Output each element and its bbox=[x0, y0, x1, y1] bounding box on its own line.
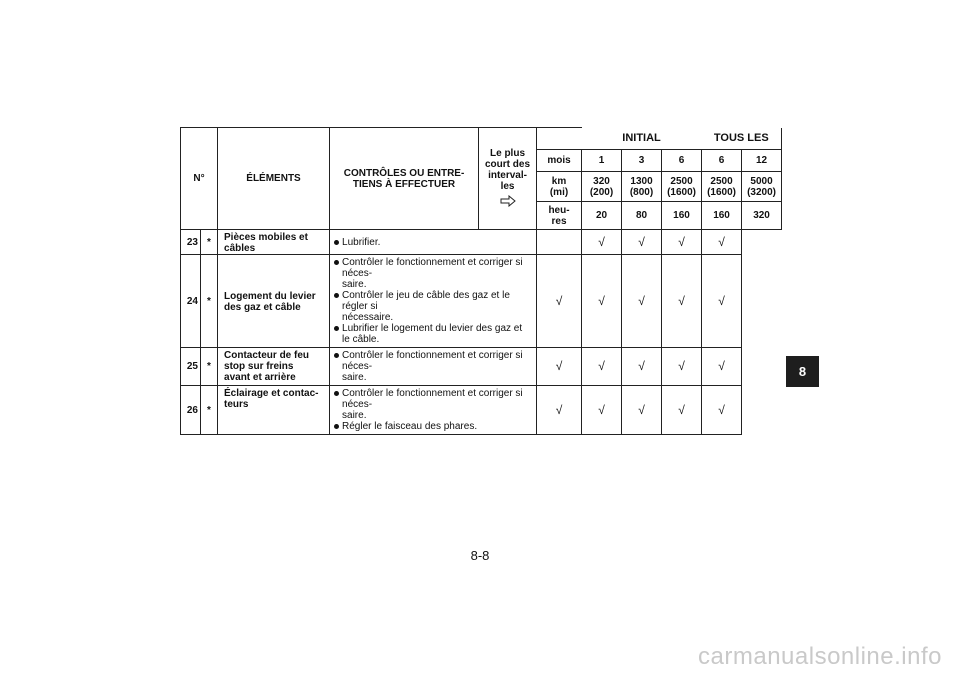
list-item: Contrôler le fonctionnement et corriger si néces- saire. bbox=[334, 350, 532, 383]
bullet-dot-icon bbox=[334, 424, 339, 429]
bullet-dot-icon bbox=[334, 260, 339, 265]
row-asterisk: * bbox=[201, 348, 218, 386]
hours-cell: 160 bbox=[662, 202, 702, 230]
check-cell: √ bbox=[662, 255, 702, 348]
check-cell: √ bbox=[537, 348, 582, 386]
check-cell: √ bbox=[622, 255, 662, 348]
check-cell: √ bbox=[662, 348, 702, 386]
check-cell: √ bbox=[537, 386, 582, 435]
list-item: Contrôler le jeu de câble des gaz et le régler si nécessaire. bbox=[334, 290, 532, 323]
months-cell: 6 bbox=[662, 150, 702, 172]
check-cell: √ bbox=[702, 230, 742, 255]
check-cell: √ bbox=[702, 386, 742, 435]
table-row bbox=[181, 230, 782, 255]
check-cell: √ bbox=[582, 230, 622, 255]
check-cell: √ bbox=[662, 386, 702, 435]
bullet-dot-icon bbox=[334, 353, 339, 358]
km-cell: 5000 (3200) bbox=[742, 172, 782, 202]
bullet-dot-icon bbox=[334, 326, 339, 331]
km-cell: 2500 (1600) bbox=[702, 172, 742, 202]
check-cell: √ bbox=[702, 348, 742, 386]
months-label: mois bbox=[537, 150, 582, 172]
table-row bbox=[181, 348, 782, 386]
bullet-dot-icon bbox=[334, 391, 339, 396]
page-number: 8-8 bbox=[470, 548, 490, 563]
row-number: 26 bbox=[181, 386, 201, 435]
row-asterisk: * bbox=[201, 255, 218, 348]
row-number: 25 bbox=[181, 348, 201, 386]
maintenance-table bbox=[180, 127, 782, 435]
row-element: Logement du levier des gaz et câble bbox=[218, 255, 330, 348]
bullet-dot-icon bbox=[334, 240, 339, 245]
row-asterisk: * bbox=[201, 230, 218, 255]
hours-cell: 320 bbox=[742, 202, 782, 230]
check-cell: √ bbox=[662, 230, 702, 255]
row-controls bbox=[330, 348, 537, 386]
km-cell: 2500 (1600) bbox=[662, 172, 702, 202]
check-cell: √ bbox=[582, 348, 622, 386]
row-element: Éclairage et contac- teurs bbox=[218, 386, 330, 435]
months-cell: 1 bbox=[582, 150, 622, 172]
right-arrow-outline-icon bbox=[479, 195, 536, 210]
check-cell bbox=[537, 230, 582, 255]
list-item: Régler le faisceau des phares. bbox=[334, 421, 532, 432]
check-cell: √ bbox=[702, 255, 742, 348]
months-cell: 3 bbox=[622, 150, 662, 172]
table-row bbox=[181, 386, 782, 435]
row-controls bbox=[330, 255, 537, 348]
table-row bbox=[181, 255, 782, 348]
header-blank bbox=[537, 128, 582, 150]
list-item: Lubrifier. bbox=[334, 237, 532, 248]
header-controls: CONTRÔLES OU ENTRE- TIENS À EFFECTUER bbox=[330, 128, 479, 230]
months-cell: 12 bbox=[742, 150, 782, 172]
check-cell: √ bbox=[622, 386, 662, 435]
header-shortest-interval: Le plus court des interval- les bbox=[479, 128, 537, 230]
check-cell: √ bbox=[622, 230, 662, 255]
row-element: Contacteur de feu stop sur freins avant et arrière bbox=[218, 348, 330, 386]
header-num: N° bbox=[181, 128, 218, 230]
row-number: 24 bbox=[181, 255, 201, 348]
hours-cell: 80 bbox=[622, 202, 662, 230]
months-cell: 6 bbox=[702, 150, 742, 172]
header-every: TOUS LES bbox=[702, 128, 782, 150]
hours-cell: 20 bbox=[582, 202, 622, 230]
row-number: 23 bbox=[181, 230, 201, 255]
list-item: Lubrifier le logement du levier des gaz et le câble. bbox=[334, 323, 532, 345]
row-controls bbox=[330, 230, 537, 255]
row-asterisk: * bbox=[201, 386, 218, 435]
km-cell: 320 (200) bbox=[582, 172, 622, 202]
chapter-tab: 8 bbox=[786, 356, 819, 387]
row-element: Pièces mobiles et câbles bbox=[218, 230, 330, 255]
check-cell: √ bbox=[582, 386, 622, 435]
km-cell: 1300 (800) bbox=[622, 172, 662, 202]
bullet-dot-icon bbox=[334, 293, 339, 298]
hours-label: heu- res bbox=[537, 202, 582, 230]
check-cell: √ bbox=[582, 255, 622, 348]
row-controls bbox=[330, 386, 537, 435]
header-initial: INITIAL bbox=[622, 131, 661, 144]
hours-cell: 160 bbox=[702, 202, 742, 230]
watermark: carmanualsonline.info bbox=[698, 643, 942, 670]
km-label: km (mi) bbox=[537, 172, 582, 202]
list-item: Contrôler le fonctionnement et corriger si néces- saire. bbox=[334, 388, 532, 421]
check-cell: √ bbox=[622, 348, 662, 386]
header-elements: ÉLÉMENTS bbox=[218, 128, 330, 230]
list-item: Contrôler le fonctionnement et corriger si néces- saire. bbox=[334, 257, 532, 290]
check-cell: √ bbox=[537, 255, 582, 348]
